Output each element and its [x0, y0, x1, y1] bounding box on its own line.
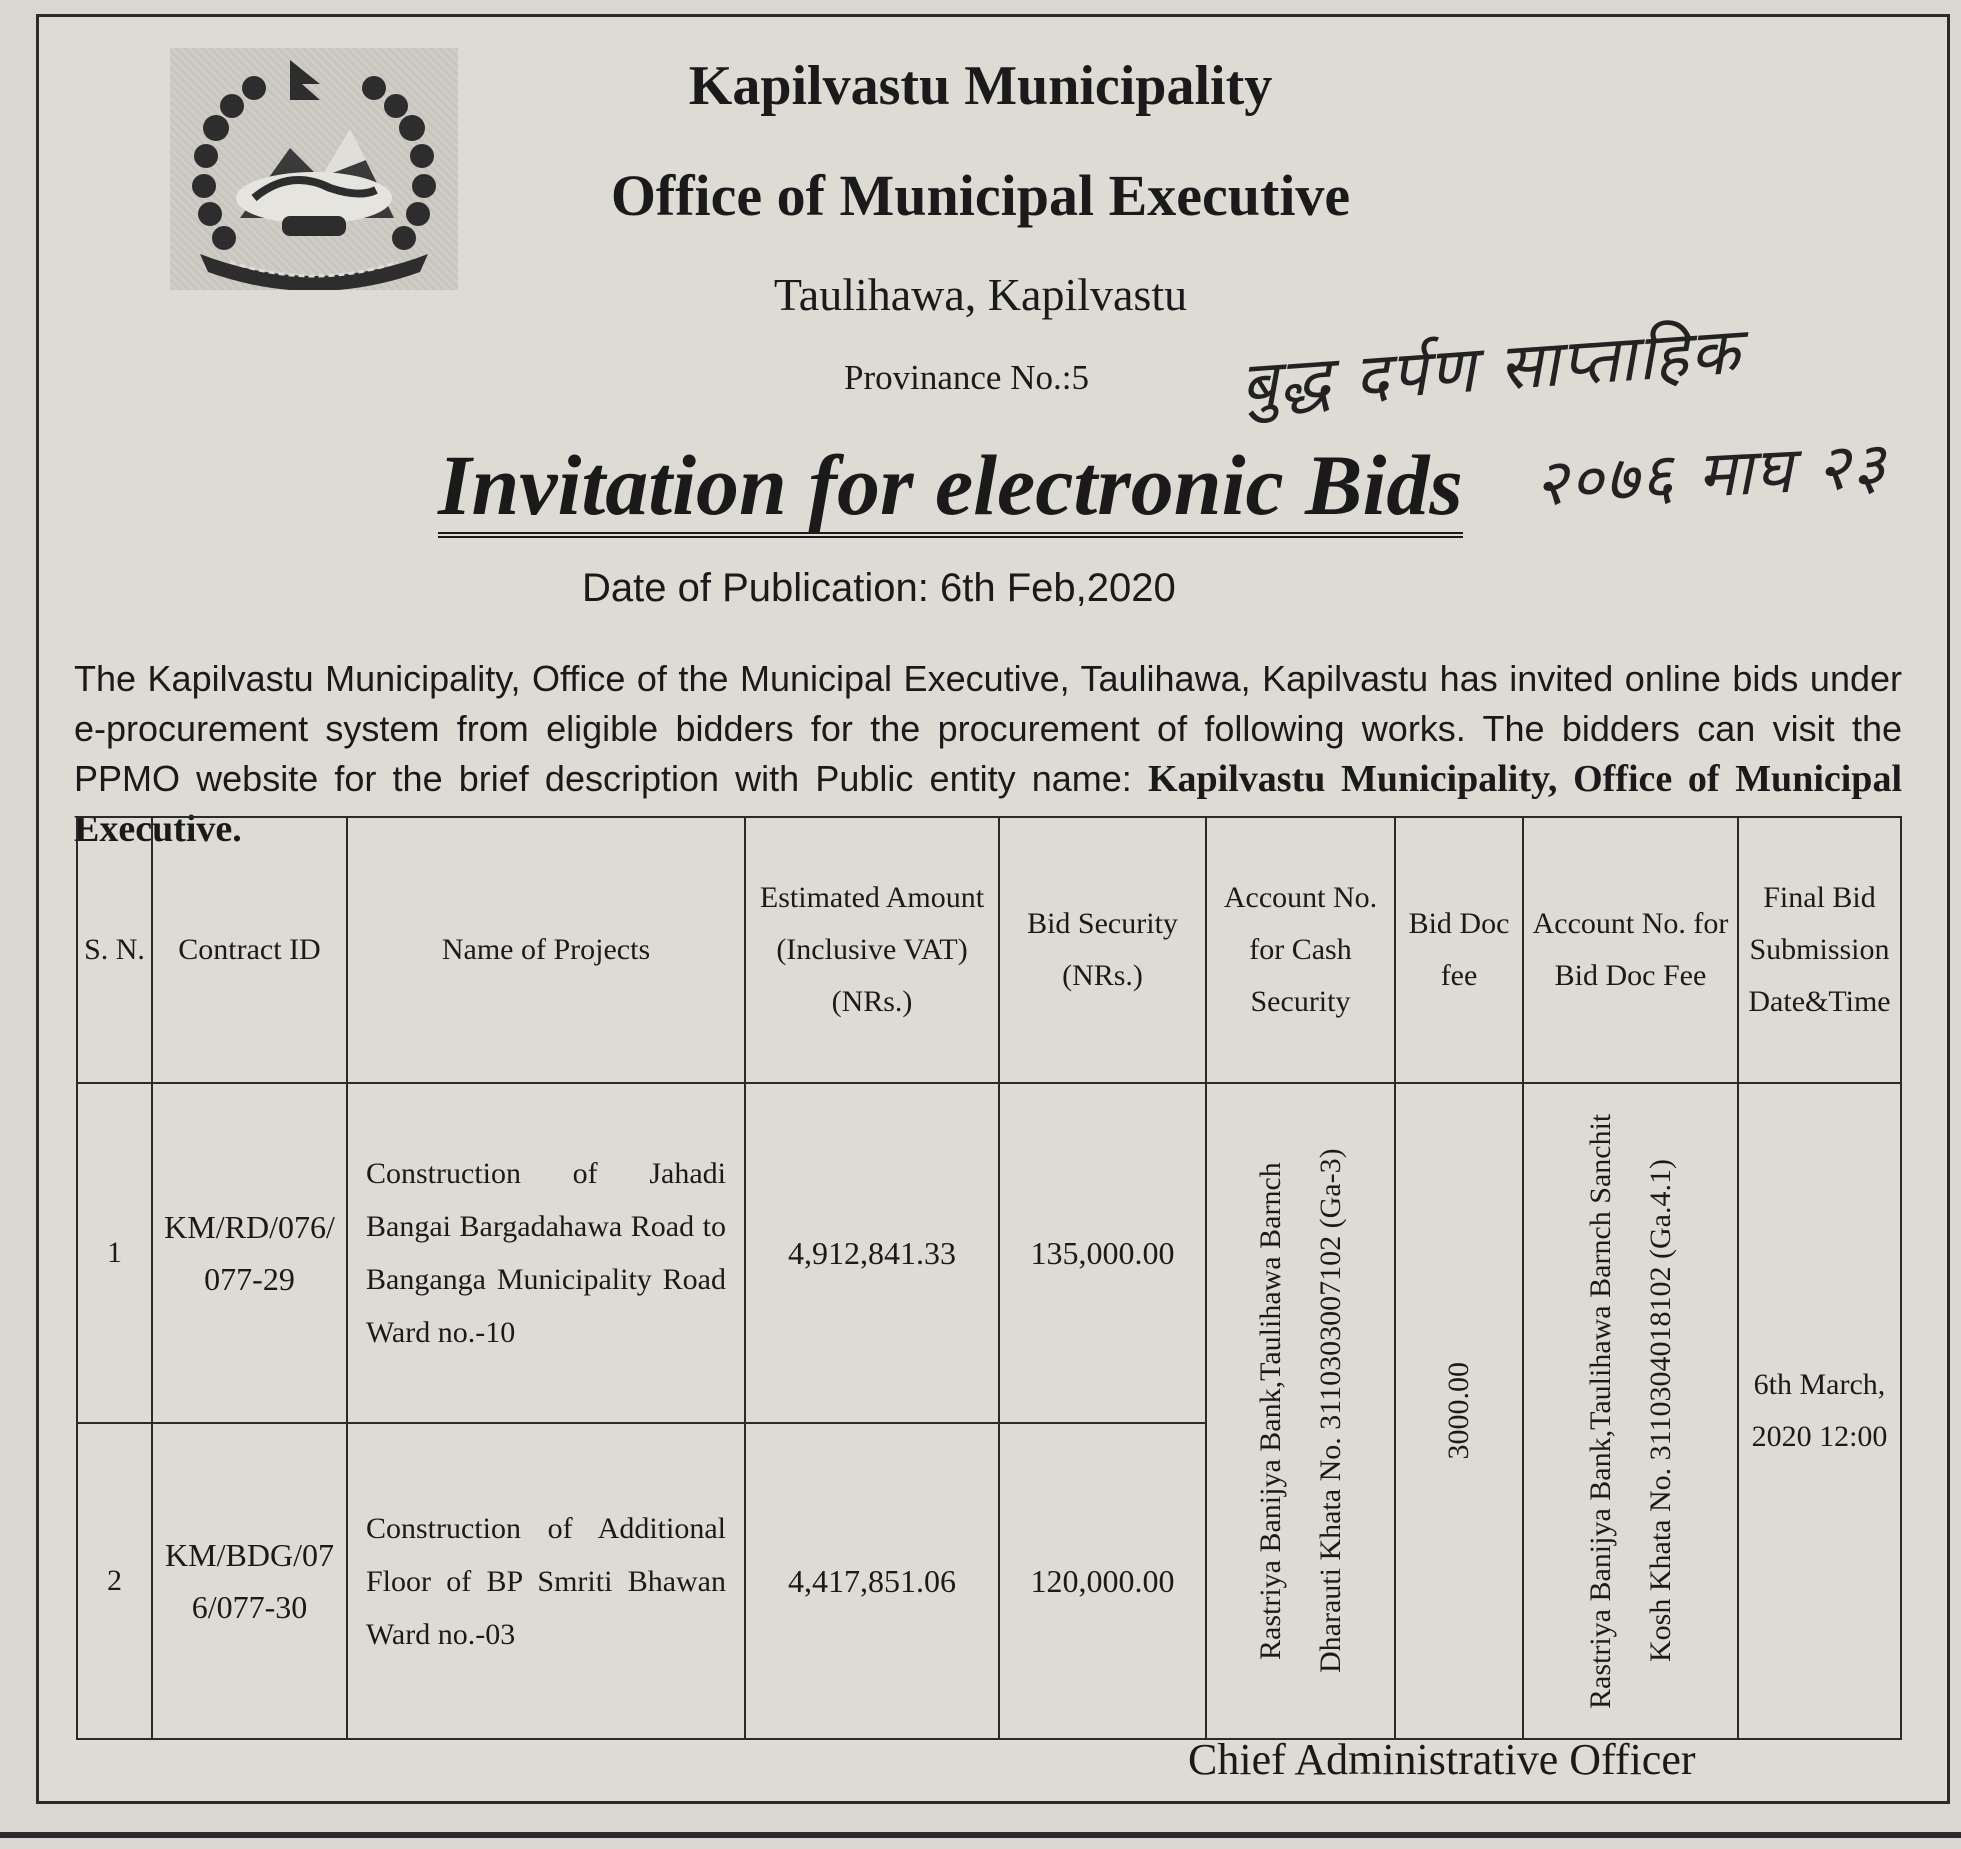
- office-name: Office of Municipal Executive: [610, 163, 1351, 228]
- location: Taulihawa, Kapilvastu: [773, 269, 1188, 320]
- header-bid-doc-fee: Bid Doc fee: [1395, 817, 1523, 1083]
- row1-sn: 1: [77, 1083, 152, 1423]
- intro-text: The Kapilvastu Municipality, Office of the Municipal Executive, Taulihawa, Kapilvastu has invited online bids under e-procurement system from eligible bidders for the procurement of following works. The bidders can visit the PPMO website for the brief description with Public entity name:: [74, 658, 1902, 799]
- handwritten-note-line2: २०७६ माघ २३: [1532, 428, 1889, 522]
- header-project-name: Name of Projects: [347, 817, 745, 1083]
- bids-table: [76, 816, 1902, 1740]
- row2-bid-security: 120,000.00: [999, 1423, 1206, 1739]
- table-header-row: [77, 817, 1901, 1083]
- row2-estimated-amount: 4,417,851.06: [745, 1423, 999, 1739]
- header-sn: S. N.: [77, 817, 152, 1083]
- row2-project-name: Construction of Additional Floor of BP Smriti Bhawan Ward no.-03: [347, 1423, 745, 1739]
- account-cash-cell: [1206, 1083, 1395, 1739]
- account-cash-text: Rastriya Banijya Bank,Taulihawa Barnch Dharauti Khata No. 3110303007102 (Ga-3): [1253, 1148, 1347, 1674]
- doc-fee-cell: [1395, 1083, 1523, 1739]
- header-estimated-amount: Estimated Amount (Inclusive VAT) (NRs.): [745, 817, 999, 1083]
- publication-date: Date of Publication: 6th Feb,2020: [582, 566, 1176, 610]
- header-final-submission: Final Bid Submission Date&Time: [1738, 817, 1901, 1083]
- bottom-rule: [0, 1832, 1961, 1838]
- header-bid-security: Bid Security (NRs.): [999, 817, 1206, 1083]
- header-contract-id: Contract ID: [152, 817, 347, 1083]
- organization-name: Kapilvastu Municipality: [688, 55, 1273, 117]
- row1-estimated-amount: 4,912,841.33: [745, 1083, 999, 1423]
- account-fee-text: Rastriya Banijya Bank,Taulihawa Barnch Sanchit Kosh Khata No. 3110304018102 (Ga.4.1): [1583, 1113, 1677, 1709]
- doc-fee-text: 3000.00: [1442, 1362, 1475, 1460]
- account-fee-cell: [1523, 1083, 1738, 1739]
- row2-sn: 2: [77, 1423, 152, 1739]
- signature-title: Chief Administrative Officer: [1188, 1735, 1696, 1784]
- intro-entity: Kapilvastu Municipality, Office of Municipal Executive.: [74, 758, 1902, 850]
- final-submission-cell: 6th March, 2020 12:00: [1738, 1083, 1901, 1739]
- row1-project-name: Construction of Jahadi Bangai Bargadahawa Road to Banganga Municipality Road Ward no.-10: [347, 1083, 745, 1423]
- row1-contract-id: KM/RD/076/077-29: [152, 1083, 347, 1423]
- table-row: [77, 1083, 1901, 1423]
- row1-bid-security: 135,000.00: [999, 1083, 1206, 1423]
- row2-contract-id: KM/BDG/076/077-30: [152, 1423, 347, 1739]
- notice-headline: Invitation for electronic Bids: [438, 440, 1463, 538]
- handwritten-note-line1: बुद्ध दर्पण साप्ताहिक: [1238, 314, 1744, 424]
- header-account-cash: Account No. for Cash Security: [1206, 817, 1395, 1083]
- header-account-fee: Account No. for Bid Doc Fee: [1523, 817, 1738, 1083]
- province: Provinance No.:5: [844, 358, 1089, 397]
